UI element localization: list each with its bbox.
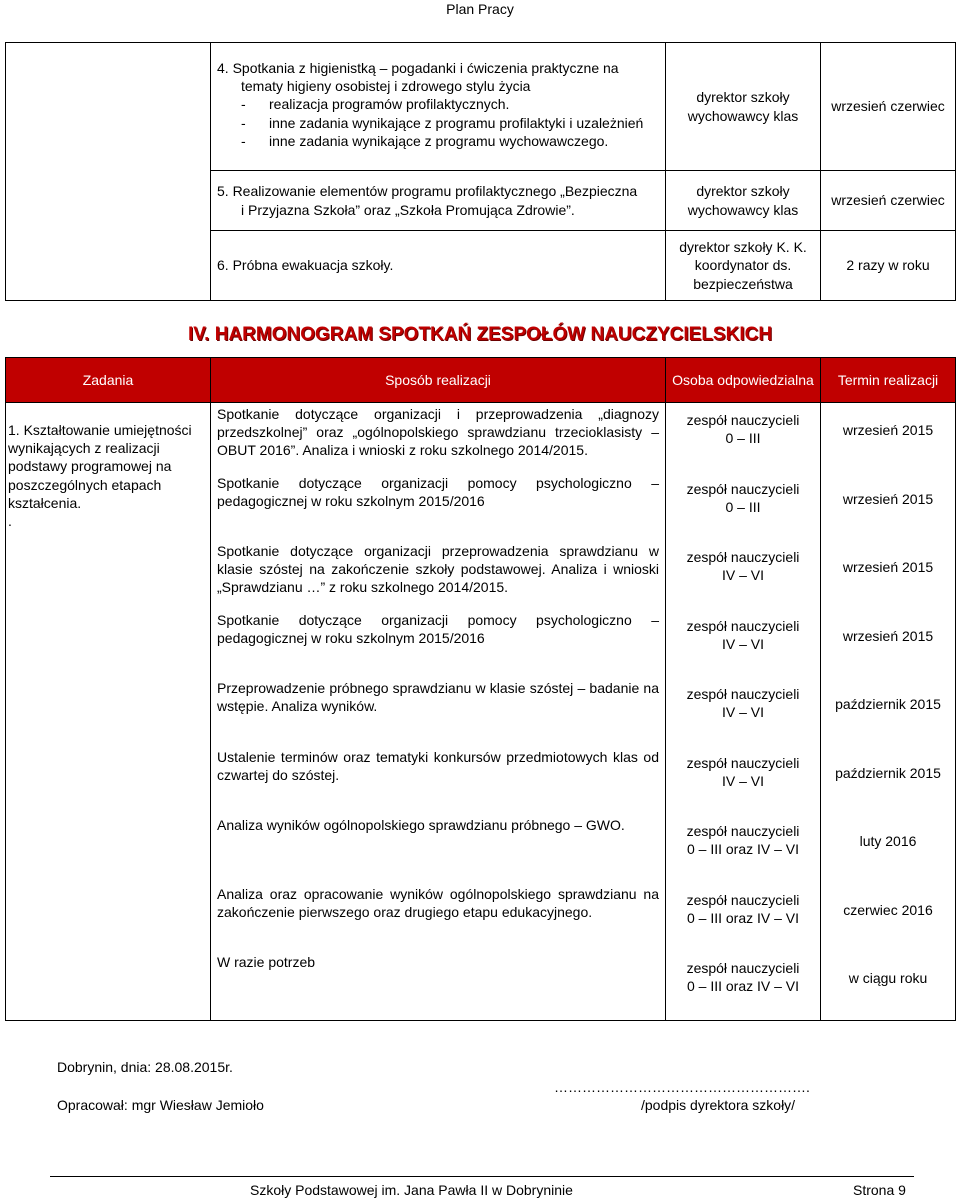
method-item: Spotkanie dotyczące organizacji przeprowadzenia sprawdzianu w klasie szóstej na zakończenie szkoły podstawowej. Analiza i wnioski „Sprawdzianu …” z roku szkolnego 2014/2015. xyxy=(217,543,659,596)
table-header-row xyxy=(6,358,956,403)
column-header-sposob: Sposób realizacji xyxy=(211,358,666,403)
responsible-list xyxy=(670,403,816,1020)
responsible-line: IV – VI xyxy=(721,567,765,584)
activity-line: tematy higieny osobistej i zdrowego stylu życia xyxy=(241,78,531,95)
responsible-line: 0 – III oraz IV – VI xyxy=(686,978,800,995)
responsible-line: IV – VI xyxy=(721,772,765,789)
footer-divider xyxy=(50,1176,914,1177)
responsible-item xyxy=(670,403,816,472)
term-item: październik 2015 xyxy=(835,764,941,781)
method-item: W razie potrzeb xyxy=(217,954,316,970)
activities-table xyxy=(5,42,956,301)
task-description: 1. Kształtowanie umiejętności wynikających z realizacji podstawy programowej na poszczególnych etapach kształcenia. xyxy=(8,422,192,511)
responsible-item xyxy=(670,540,816,609)
responsible-line: 0 – III xyxy=(725,430,761,447)
responsible-line: 0 – III xyxy=(725,498,761,515)
responsible-line: zespół nauczycieli xyxy=(686,549,800,565)
page-number: Strona 9 xyxy=(853,1182,906,1198)
responsible-line: zespół nauczycieli xyxy=(686,823,800,839)
method-item: Spotkanie dotyczące organizacji pomocy psychologiczno – pedagogicznej w roku szkolnym 2015/2016 xyxy=(217,611,659,646)
responsible-item xyxy=(670,677,816,746)
method-item: Przeprowadzenie próbnego sprawdzianu w klasie szóstej – badanie na wstępie. Analiza wyników. xyxy=(217,680,659,715)
section-title: IV. HARMONOGRAM SPOTKAŃ ZESPOŁÓW NAUCZYCIELSKICH xyxy=(187,324,773,345)
activity-line: 4. Spotkania z higienistką – pogadanki i ćwiczenia praktyczne na xyxy=(217,60,619,76)
list-item: - inne zadania wynikające z programu wychowawczego. xyxy=(241,132,609,149)
footer-school-name: Szkoły Podstawowej im. Jana Pawła II w Dobryninie xyxy=(250,1182,573,1198)
term-item: wrzesień 2015 xyxy=(842,422,934,438)
method-list xyxy=(217,403,659,1020)
responsible-line: zespół nauczycieli xyxy=(686,617,800,634)
responsible-item xyxy=(670,609,816,678)
responsible-line: zespół nauczycieli xyxy=(686,960,800,976)
method-item: Spotkanie dotyczące organizacji i przeprowadzenia „diagnozy przedszkolnej” oraz „ogólnopolskiego sprawdzianu trzecioklasisty – OBUT 2016”. Analiza i wnioski z roku szkolnego 2014/2015. xyxy=(217,406,659,459)
responsible-line: zespół nauczycieli xyxy=(686,891,800,908)
term-item: wrzesień 2015 xyxy=(842,627,934,644)
responsible-line: zespół nauczycieli xyxy=(686,754,800,771)
place-date: Dobrynin, dnia: 28.08.2015r. xyxy=(57,1059,233,1075)
responsible-cell: dyrektor szkoły K. K. koordynator ds. bezpieczeństwa xyxy=(666,231,821,301)
term-cell xyxy=(821,403,956,1021)
method-cell xyxy=(211,403,666,1021)
responsible-line: zespół nauczycieli xyxy=(686,480,800,497)
column-header-osoba: Osoba odpowiedzialna xyxy=(666,358,821,403)
responsible-cell: dyrektor szkoły wychowawcy klas xyxy=(666,171,821,231)
term-cell: wrzesień czerwiec xyxy=(821,171,956,231)
document-header-title: Plan Pracy xyxy=(446,1,514,17)
empty-task-cell xyxy=(6,43,211,301)
responsible-item xyxy=(670,472,816,541)
term-item: wrzesień 2015 xyxy=(842,490,934,507)
responsible-cell: dyrektor szkoły wychowawcy klas xyxy=(666,43,821,171)
responsible-line: 0 – III oraz IV – VI xyxy=(686,841,800,858)
method-item: Analiza oraz opracowanie wyników ogólnopolskiego sprawdzianu na zakończenie pierwszego oraz drugiego etapu edukacyjnego. xyxy=(217,885,659,920)
responsible-item xyxy=(670,951,816,1020)
term-cell: 2 razy w roku xyxy=(821,231,956,301)
list-item: - inne zadania wynikające z programu profilaktyki i uzależnień xyxy=(241,114,644,131)
responsible-item xyxy=(670,883,816,952)
term-cell: wrzesień czerwiec xyxy=(821,43,956,171)
column-header-zadania: Zadania xyxy=(6,358,211,403)
table-body-row xyxy=(6,403,956,1021)
responsible-line: zespół nauczycieli xyxy=(686,686,800,702)
term-item: czerwiec 2016 xyxy=(843,901,933,918)
responsible-cell xyxy=(666,403,821,1021)
activity-cell: 5. Realizowanie elementów programu profilaktycznego „Bezpieczna i Przyjazna Szkoła” oraz „Szkoła Promująca Zdrowie”. xyxy=(211,171,666,231)
term-item: wrzesień 2015 xyxy=(842,559,934,575)
responsible-line: IV – VI xyxy=(721,704,765,721)
list-item: - realizacja programów profilaktycznych. xyxy=(241,96,510,113)
method-item: Ustalenie terminów oraz tematyki konkursów przedmiotowych klas od czwartej do szóstej. xyxy=(217,748,659,783)
term-list xyxy=(825,403,951,1020)
activity-cell: 6. Próbna ewakuacja szkoły. xyxy=(211,231,666,301)
term-item: październik 2015 xyxy=(835,696,941,712)
responsible-item xyxy=(670,746,816,815)
responsible-line: 0 – III oraz IV – VI xyxy=(686,909,800,926)
table-row xyxy=(6,43,956,171)
term-item: luty 2016 xyxy=(859,833,917,849)
harmonogram-table xyxy=(5,357,956,1021)
method-item: Spotkanie dotyczące organizacji pomocy psychologiczno – pedagogicznej w roku szkolnym 2015/2016 xyxy=(217,474,659,509)
method-item: Analiza wyników ogólnopolskiego sprawdzianu próbnego – GWO. xyxy=(217,817,625,833)
responsible-line: IV – VI xyxy=(721,635,765,652)
prepared-by: Opracował: mgr Wiesław Jemioło xyxy=(57,1097,264,1113)
task-cell xyxy=(6,403,211,1021)
signature-dots: ………………………………………………. xyxy=(554,1079,810,1095)
signature-label: /podpis dyrektora szkoły/ xyxy=(641,1097,796,1113)
term-item: w ciągu roku xyxy=(848,970,928,986)
responsible-line: zespół nauczycieli xyxy=(686,412,800,428)
task-dot: . xyxy=(8,512,12,529)
responsible-item xyxy=(670,814,816,883)
column-header-termin: Termin realizacji xyxy=(821,358,956,403)
activity-cell xyxy=(211,43,666,171)
